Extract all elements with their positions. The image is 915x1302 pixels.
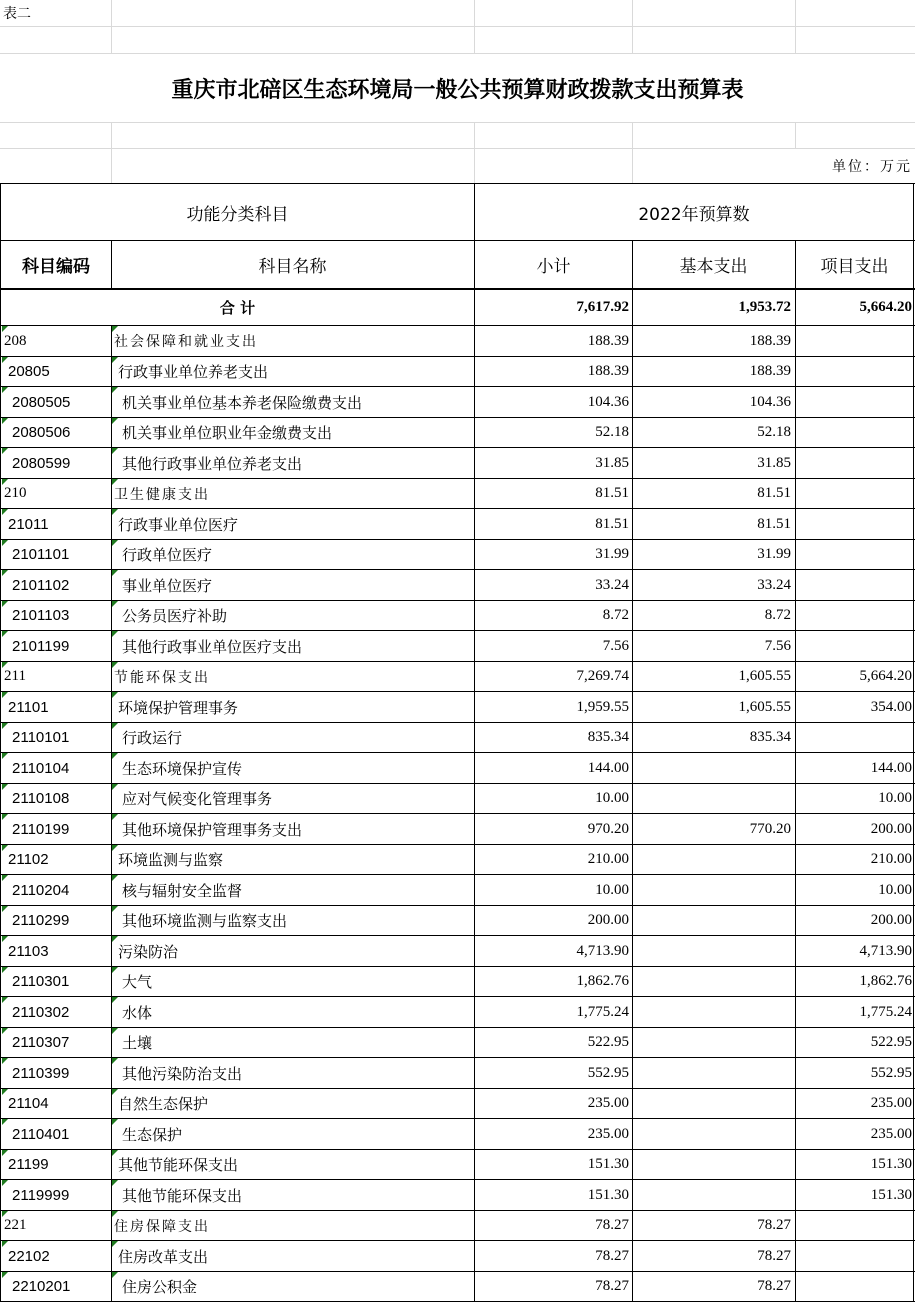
row-subtotal: 188.39: [587, 332, 629, 349]
row-basic: [633, 1058, 794, 1088]
row-name: 行政事业单位养老支出: [118, 363, 269, 381]
row-basic: [633, 967, 794, 996]
row-name: 节能环保支出: [114, 669, 210, 686]
unit-label: 单位：万元: [832, 159, 912, 175]
row-code: 2101199: [12, 637, 70, 655]
error-indicator-icon: [112, 662, 118, 668]
row-basic: 81.51: [757, 485, 791, 501]
row-subtotal: 52.18: [595, 424, 629, 440]
row-code: 2110108: [12, 790, 70, 807]
row-basic: [633, 1119, 794, 1149]
row-name: 环境保护管理事务: [118, 698, 239, 717]
gridline: [632, 0, 633, 53]
error-indicator-icon: [2, 814, 8, 820]
row-basic: [633, 1180, 794, 1210]
row-project: 10.00: [878, 881, 912, 898]
row-project: [796, 1272, 913, 1301]
row-code: 2080506: [12, 424, 71, 441]
row-name: 卫生健康支出: [114, 486, 210, 503]
error-indicator-icon: [112, 997, 118, 1003]
row-basic: [633, 906, 794, 935]
error-indicator-icon: [2, 570, 8, 576]
row-subtotal: 31.99: [595, 546, 629, 562]
row-name: 应对气候变化管理事务: [122, 790, 273, 808]
row-code: 21101: [8, 698, 49, 716]
total-project: 5,664.20: [859, 299, 912, 315]
row-subtotal: 33.24: [595, 576, 629, 593]
row-code: 2110101: [12, 729, 70, 746]
row-project: 200.00: [870, 820, 912, 837]
row-name: 其他节能环保支出: [118, 1156, 239, 1174]
row-code: 2101103: [12, 607, 70, 624]
error-indicator-icon: [112, 326, 118, 332]
row-basic: 78.27: [757, 1247, 791, 1264]
error-indicator-icon: [2, 1241, 8, 1247]
total-label: 合 计: [219, 299, 256, 317]
row-name: 行政运行: [122, 729, 183, 747]
row-code: 2101102: [12, 576, 70, 594]
row-code: 210: [4, 485, 27, 501]
row-name: 其他环境保护管理事务支出: [122, 820, 303, 839]
error-indicator-icon: [2, 357, 8, 363]
error-indicator-icon: [2, 387, 8, 393]
row-name: 机关事业单位基本养老保险缴费支出: [122, 393, 363, 412]
row-subtotal: 104.36: [587, 393, 629, 410]
row-name: 行政事业单位医疗: [118, 515, 239, 534]
row-subtotal: 4,713.90: [576, 942, 629, 959]
row-code: 2110301: [12, 973, 70, 990]
row-basic: 835.34: [749, 729, 791, 745]
row-project: 552.95: [870, 1064, 912, 1081]
error-indicator-icon: [2, 479, 8, 485]
row-code: 21011: [8, 515, 49, 533]
row-name: 其他节能环保支出: [122, 1186, 243, 1205]
row-project: 1,775.24: [859, 1003, 912, 1020]
header-budget-year: 2022年预算数: [638, 204, 750, 225]
error-indicator-icon: [2, 723, 8, 729]
row-subtotal: 1,775.24: [576, 1003, 629, 1020]
row-basic: 8.72: [764, 607, 791, 623]
row-basic: 1,605.55: [738, 668, 791, 684]
row-subtotal: 200.00: [587, 912, 629, 928]
error-indicator-icon: [2, 662, 8, 668]
row-subtotal: 151.30: [587, 1156, 629, 1172]
row-basic: [633, 753, 794, 783]
row-basic: 188.39: [749, 332, 791, 349]
row-basic: 78.27: [757, 1217, 791, 1233]
header-name: 科目名称: [258, 257, 327, 277]
error-indicator-icon: [112, 1119, 118, 1125]
gridline: [632, 122, 633, 183]
row-basic: [633, 997, 794, 1027]
row-subtotal: 970.20: [587, 820, 629, 837]
row-subtotal: 81.51: [595, 515, 629, 532]
error-indicator-icon: [112, 601, 118, 607]
error-indicator-icon: [2, 906, 8, 912]
row-subtotal: 235.00: [587, 1095, 629, 1111]
row-subtotal: 7,269.74: [576, 668, 629, 684]
table-border: [0, 183, 1, 1302]
error-indicator-icon: [112, 1150, 118, 1156]
row-code: 21104: [8, 1095, 49, 1112]
error-indicator-icon: [2, 1150, 8, 1156]
row-name: 水体: [122, 1003, 153, 1022]
row-project: [796, 1241, 913, 1271]
gridline: [0, 122, 915, 123]
error-indicator-icon: [112, 357, 118, 363]
row-name: 住房保障支出: [114, 1218, 210, 1235]
row-project: 235.00: [870, 1095, 912, 1111]
row-basic: 52.18: [757, 424, 791, 440]
gridline: [0, 148, 915, 149]
row-subtotal: 78.27: [595, 1217, 629, 1233]
row-code: 2110199: [12, 820, 70, 838]
row-code: 2110299: [12, 912, 70, 929]
error-indicator-icon: [112, 1272, 118, 1278]
row-project: [796, 448, 913, 478]
error-indicator-icon: [112, 753, 118, 759]
gridline: [111, 122, 112, 183]
total-basic: 1,953.72: [738, 299, 791, 315]
row-code: 21102: [8, 851, 49, 868]
row-name: 社会保障和就业支出: [114, 334, 258, 350]
row-code: 21199: [8, 1156, 49, 1173]
row-project: 144.00: [870, 759, 912, 776]
error-indicator-icon: [112, 1089, 118, 1095]
error-indicator-icon: [112, 875, 118, 881]
row-project: 1,862.76: [859, 973, 912, 989]
row-code: 208: [4, 332, 27, 349]
row-code: 2080599: [12, 454, 71, 472]
error-indicator-icon: [2, 601, 8, 607]
row-project: [796, 387, 913, 417]
row-code: 2210201: [12, 1278, 71, 1295]
row-project: [796, 570, 913, 600]
row-name: 污染防治: [118, 942, 179, 961]
page-title: 重庆市北碚区生态环境局一般公共预算财政拨款支出预算表: [171, 77, 744, 103]
row-basic: [633, 784, 794, 813]
row-project: 5,664.20: [859, 668, 912, 684]
row-name: 其他行政事业单位医疗支出: [122, 637, 303, 656]
row-project: [796, 479, 913, 508]
error-indicator-icon: [2, 1211, 8, 1217]
error-indicator-icon: [112, 1241, 118, 1247]
error-indicator-icon: [2, 845, 8, 851]
row-project: 151.30: [870, 1186, 912, 1203]
row-subtotal: 1,862.76: [576, 973, 629, 989]
row-subtotal: 235.00: [587, 1125, 629, 1142]
row-subtotal: 78.27: [595, 1278, 629, 1294]
row-project: 235.00: [870, 1125, 912, 1142]
row-subtotal: 835.34: [587, 729, 629, 745]
error-indicator-icon: [2, 418, 8, 424]
row-project: [796, 601, 913, 630]
error-indicator-icon: [112, 1028, 118, 1034]
row-project: [796, 631, 913, 661]
row-subtotal: 151.30: [587, 1186, 629, 1203]
error-indicator-icon: [112, 387, 118, 393]
error-indicator-icon: [112, 1211, 118, 1217]
gridline: [474, 122, 475, 183]
row-subtotal: 78.27: [595, 1247, 629, 1264]
row-basic: 31.99: [757, 546, 791, 562]
row-project: 4,713.90: [859, 942, 912, 959]
row-subtotal: 144.00: [587, 759, 629, 776]
row-basic: 7.56: [764, 637, 791, 654]
error-indicator-icon: [2, 1028, 8, 1034]
error-indicator-icon: [2, 509, 8, 515]
row-code: 21103: [8, 942, 49, 960]
error-indicator-icon: [112, 692, 118, 698]
row-subtotal: 522.95: [587, 1034, 629, 1050]
row-name: 大气: [122, 973, 153, 991]
error-indicator-icon: [112, 906, 118, 912]
row-basic: [633, 1028, 794, 1057]
row-name: 生态环境保护宣传: [122, 759, 243, 778]
row-subtotal: 1,959.55: [576, 698, 629, 715]
row-name: 核与辐射安全监督: [122, 881, 243, 900]
row-code: 2110104: [12, 759, 70, 777]
row-basic: 31.85: [757, 454, 791, 471]
error-indicator-icon: [112, 967, 118, 973]
error-indicator-icon: [2, 1089, 8, 1095]
row-code: 2110302: [12, 1003, 70, 1021]
error-indicator-icon: [112, 936, 118, 942]
header-basic: 基本支出: [679, 257, 748, 277]
error-indicator-icon: [112, 479, 118, 485]
row-name: 土壤: [122, 1034, 153, 1052]
row-code: 22102: [8, 1247, 50, 1265]
row-project: [796, 509, 913, 539]
row-subtotal: 552.95: [587, 1064, 629, 1081]
error-indicator-icon: [112, 509, 118, 515]
row-basic: [633, 1089, 794, 1118]
error-indicator-icon: [2, 784, 8, 790]
row-basic: 188.39: [749, 363, 791, 379]
row-code: 2101101: [12, 546, 70, 563]
row-basic: 104.36: [749, 393, 791, 410]
row-subtotal: 8.72: [602, 607, 629, 623]
error-indicator-icon: [2, 692, 8, 698]
row-basic: 78.27: [757, 1278, 791, 1294]
row-project: [796, 357, 913, 386]
row-code: 2110399: [12, 1064, 70, 1082]
error-indicator-icon: [112, 1058, 118, 1064]
row-basic: 81.51: [757, 515, 791, 532]
row-code: 2080505: [12, 393, 71, 411]
row-name: 机关事业单位职业年金缴费支出: [122, 424, 333, 442]
row-basic: 770.20: [749, 820, 791, 837]
total-subtotal: 7,617.92: [576, 299, 629, 315]
error-indicator-icon: [112, 631, 118, 637]
error-indicator-icon: [112, 418, 118, 424]
error-indicator-icon: [112, 723, 118, 729]
error-indicator-icon: [112, 448, 118, 454]
row-code: 2110307: [12, 1034, 70, 1051]
row-project: [796, 723, 913, 752]
row-project: [796, 1211, 913, 1240]
row-basic: [633, 875, 794, 905]
row-name: 事业单位医疗: [122, 576, 213, 595]
error-indicator-icon: [2, 631, 8, 637]
row-name: 自然生态保护: [118, 1095, 209, 1113]
error-indicator-icon: [2, 967, 8, 973]
error-indicator-icon: [2, 448, 8, 454]
row-name: 其他环境监测与监察支出: [122, 912, 288, 930]
gridline: [795, 122, 796, 148]
row-project: 354.00: [870, 698, 912, 715]
error-indicator-icon: [112, 540, 118, 546]
error-indicator-icon: [112, 845, 118, 851]
error-indicator-icon: [2, 1272, 8, 1278]
row-basic: [633, 936, 794, 966]
error-indicator-icon: [2, 1058, 8, 1064]
row-project: 200.00: [870, 912, 912, 928]
row-code: 211: [4, 668, 26, 684]
error-indicator-icon: [112, 784, 118, 790]
sheet-label: 表二: [3, 6, 31, 22]
header-code: 科目编码: [22, 257, 90, 277]
row-code: 2110204: [12, 881, 70, 899]
gridline: [474, 0, 475, 53]
error-indicator-icon: [112, 814, 118, 820]
error-indicator-icon: [2, 997, 8, 1003]
error-indicator-icon: [2, 753, 8, 759]
gridline: [0, 26, 915, 27]
row-subtotal: 10.00: [595, 790, 629, 806]
header-subtotal: 小计: [536, 257, 571, 277]
table-border: [913, 183, 914, 1302]
error-indicator-icon: [2, 326, 8, 332]
row-basic: 1,605.55: [738, 698, 791, 715]
gridline: [795, 0, 796, 53]
row-name: 其他行政事业单位养老支出: [122, 454, 303, 473]
row-subtotal: 188.39: [587, 363, 629, 379]
error-indicator-icon: [2, 1180, 8, 1186]
row-subtotal: 7.56: [602, 637, 629, 654]
row-project: 151.30: [870, 1156, 912, 1172]
row-name: 生态保护: [122, 1125, 183, 1144]
row-subtotal: 210.00: [587, 851, 629, 867]
row-code: 221: [4, 1217, 27, 1233]
row-subtotal: 10.00: [595, 881, 629, 898]
row-project: 210.00: [870, 851, 912, 867]
error-indicator-icon: [2, 1119, 8, 1125]
row-name: 住房公积金: [122, 1278, 198, 1296]
error-indicator-icon: [2, 540, 8, 546]
row-subtotal: 31.85: [595, 454, 629, 471]
error-indicator-icon: [112, 570, 118, 576]
gridline: [111, 0, 112, 53]
row-project: [796, 326, 913, 356]
row-project: 10.00: [878, 790, 912, 806]
row-basic: 33.24: [757, 576, 791, 593]
row-code: 20805: [8, 363, 50, 380]
row-code: 2119999: [12, 1186, 70, 1204]
error-indicator-icon: [112, 1180, 118, 1186]
row-name: 其他污染防治支出: [122, 1064, 243, 1083]
row-name: 环境监测与监察: [118, 851, 224, 869]
row-subtotal: 81.51: [595, 485, 629, 501]
header-project: 项目支出: [820, 257, 889, 277]
error-indicator-icon: [2, 875, 8, 881]
row-name: 行政单位医疗: [122, 546, 213, 564]
row-code: 2110401: [12, 1125, 70, 1143]
row-project: [796, 540, 913, 569]
header-function-category: 功能分类科目: [186, 204, 289, 225]
row-project: [796, 418, 913, 447]
row-project: 522.95: [870, 1034, 912, 1050]
row-name: 住房改革支出: [118, 1247, 209, 1266]
error-indicator-icon: [2, 936, 8, 942]
row-basic: [633, 1150, 794, 1179]
row-name: 公务员医疗补助: [122, 607, 228, 625]
row-basic: [633, 845, 794, 874]
